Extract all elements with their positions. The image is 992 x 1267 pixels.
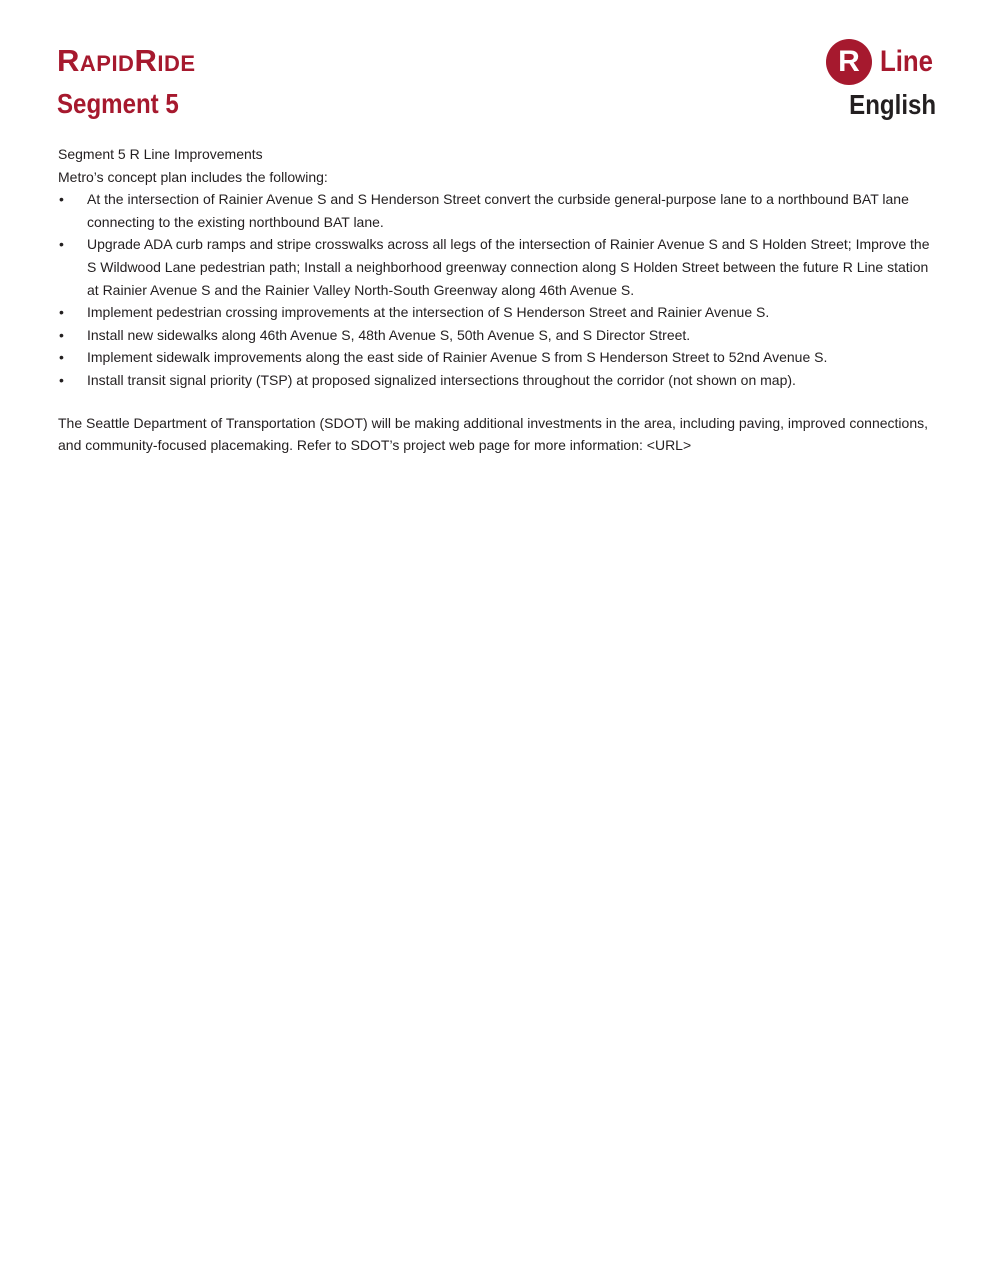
list-item	[58, 369, 938, 392]
intro-text: Metro’s concept plan includes the following:	[58, 168, 328, 185]
list-item	[58, 301, 938, 324]
list-item	[58, 188, 938, 233]
line-letter-icon: R	[826, 39, 872, 85]
line-label: Line	[880, 45, 934, 78]
list-item-text: Implement pedestrian crossing improvements at the intersection of S Henderson Street and Rainier Avenue S.	[87, 304, 770, 321]
bullet-icon: •	[59, 349, 64, 366]
list-item-text: At the intersection of Rainier Avenue S and S Henderson Street convert the curbside general-purpose lane to a northbound BAT lane connecting to the existing northbound BAT lane.	[87, 191, 909, 230]
list-item-text: Install new sidewalks along 46th Avenue S, 48th Avenue S, 50th Avenue S, and S Director Street.	[87, 326, 691, 343]
list-item-text: Install transit signal priority (TSP) at proposed signalized intersections throughout the corridor (not shown on map).	[87, 371, 796, 388]
list-item	[58, 346, 938, 369]
list-item	[58, 233, 938, 301]
closing-paragraph: The Seattle Department of Transportation (SDOT) will be making additional investments in the area, including paving, improved connections, and community-focused placemaking. Refer to SDOT’s project web page for more information: <URL>	[58, 414, 929, 454]
page-title: Segment 5	[57, 88, 179, 119]
list-item	[58, 324, 938, 347]
list-item-text: Implement sidewalk improvements along the east side of Rainier Avenue S from S Henderson Street to 52nd Avenue S.	[87, 349, 828, 366]
r-line-badge	[826, 39, 938, 85]
bullet-icon: •	[59, 191, 64, 208]
bullet-icon: •	[59, 236, 64, 253]
bullet-icon: •	[59, 371, 64, 388]
bullet-icon: •	[59, 304, 64, 321]
rapidride-logo: RapidRide	[57, 43, 196, 78]
document-body	[58, 143, 938, 457]
section-heading: Segment 5 R Line Improvements	[58, 146, 263, 162]
bullet-icon: •	[59, 326, 64, 343]
list-item-text: Upgrade ADA curb ramps and stripe crosswalks across all legs of the intersection of Rainier Avenue S and S Holden Street; Improve the S Wildwood Lane pedestrian path; Install a neighborhood greenway connection along S Holden Street between the future R Line station at Rainier Avenue S and the Rainier Valley North-South Greenway along 46th Avenue S.	[87, 236, 930, 298]
language-label: English	[849, 89, 936, 120]
improvements-list	[58, 188, 938, 391]
